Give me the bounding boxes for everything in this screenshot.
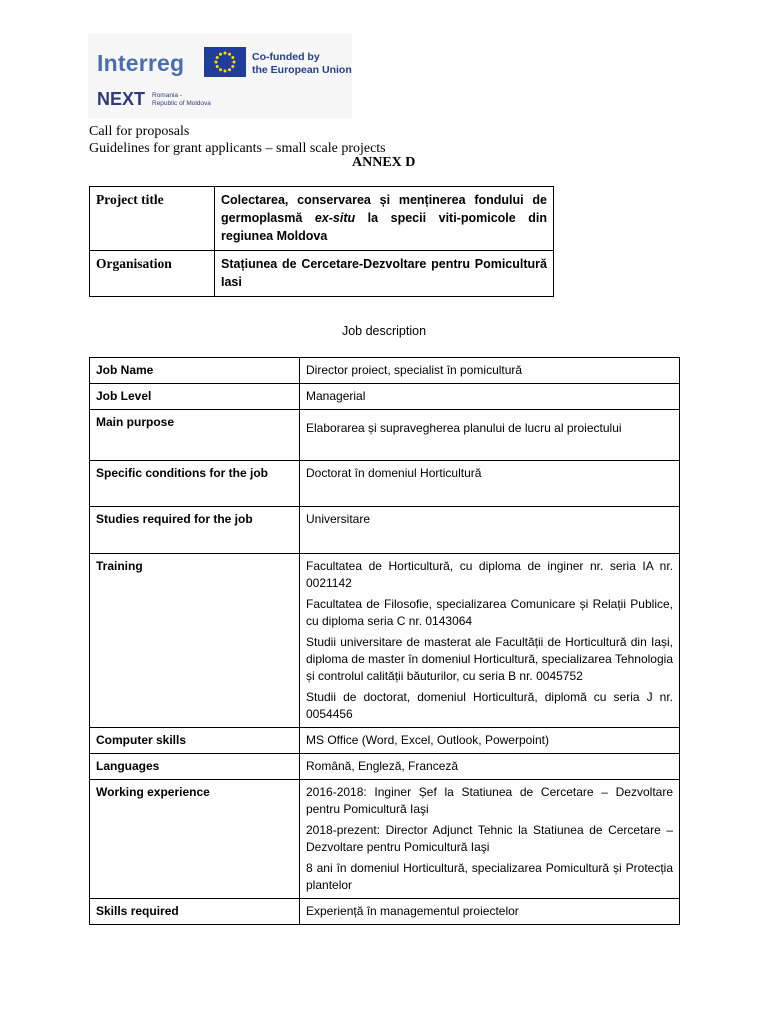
working-experience-list [300,780,680,899]
next-subtitle [152,92,211,108]
next-sub-line-1: Romania - [152,92,182,99]
next-logo-text: NEXT [97,89,146,109]
interreg-logo-text: Interreg [97,50,185,76]
languages-label: Languages [90,754,300,780]
intro-block [89,123,386,157]
call-for-proposals: Call for proposals [89,124,190,139]
training-list [300,554,680,728]
training-item: Facultatea de Horticultură, cu diploma de inginer nr. seria IA nr. 0021142 [306,559,673,590]
training-item: Facultatea de Filosofie, specializarea Comunicare și Relații Publice, cu diploma seria C nr. 0143064 [306,597,673,628]
experience-item: 8 ani în domeniul Horticultură, specializarea Pomicultură și Protecția plantelor [306,861,673,892]
job-name-value: Director proiect, specialist în pomicultură [300,358,680,384]
annex-title: ANNEX D [352,155,416,170]
eu-flag-icon [204,47,246,77]
project-title-part-2: la specii viti-pomicole din regiunea Moldova [221,211,547,243]
computer-skills-value: MS Office (Word, Excel, Outlook, Powerpoint) [300,728,680,754]
eu-line-2: the European Union [252,64,352,76]
job-table [89,357,680,925]
project-title-label: Project title [90,187,215,251]
organisation-row [90,251,554,297]
job-level-value: Managerial [300,384,680,410]
training-label: Training [90,554,300,728]
specific-conditions-value: Doctorat în domeniul Horticultură [300,461,680,507]
project-title-italic: ex-situ [314,211,356,225]
organisation-value: Stațiunea de Cercetare-Dezvoltare pentru Pomicultură Iasi [215,251,554,297]
skills-required-label: Skills required [90,899,300,925]
experience-item: 2016-2018: Inginer Șef la Statiunea de Cercetare – Dezvoltare pentru Pomicultură Iaşi [306,785,673,816]
working-experience-label: Working experience [90,780,300,899]
studies-row [90,507,680,554]
project-table [89,186,554,297]
specific-conditions-row [90,461,680,507]
training-row [90,554,680,728]
header-logo [88,34,352,118]
guidelines-line: Guidelines for grant applicants – small scale projects [89,141,386,156]
job-description-heading: Job description [341,324,427,338]
job-level-row [90,384,680,410]
job-name-row [90,358,680,384]
working-experience-row [90,780,680,899]
skills-required-value: Experiență în managementul proiectelor [300,899,680,925]
studies-label: Studies required for the job [90,507,300,554]
project-title-row [90,187,554,251]
project-title-part-1: Colectarea, conservarea și menținerea fondului de germoplasmă [221,193,547,225]
job-name-label: Job Name [90,358,300,384]
training-item: Studii de doctorat, domeniul Horticultură, diplomă cu seria J nr. 0054456 [306,690,673,721]
languages-row [90,754,680,780]
specific-conditions-label: Specific conditions for the job [90,461,300,507]
eu-line-1: Co-funded by [252,51,320,63]
studies-value: Universitare [300,507,680,554]
experience-item: 2018-prezent: Director Adjunct Tehnic la Statiunea de Cercetare – Dezvoltare pentru Pomicultură Iaşi [306,823,673,854]
languages-value: Română, Engleză, Franceză [300,754,680,780]
computer-skills-row [90,728,680,754]
organisation-label: Organisation [90,251,215,297]
job-level-label: Job Level [90,384,300,410]
main-purpose-cell [300,410,680,461]
main-purpose-row [90,410,680,461]
computer-skills-label: Computer skills [90,728,300,754]
skills-required-row [90,899,680,925]
training-item: Studii universitare de masterat ale Facultății de Horticultură din Iași, diploma de master în domeniul Horticultură, specializarea Tehnologia și controlul calității băuturilor, cu seria B nr. 0045752 [306,635,673,683]
main-purpose-value: Elaborarea și supravegherea planului de lucru al proiectului [306,421,622,435]
next-sub-line-2: Republic of Moldova [152,100,211,107]
main-purpose-label: Main purpose [90,410,300,461]
project-title-value [215,187,554,251]
eu-cofunded-text [252,51,352,77]
